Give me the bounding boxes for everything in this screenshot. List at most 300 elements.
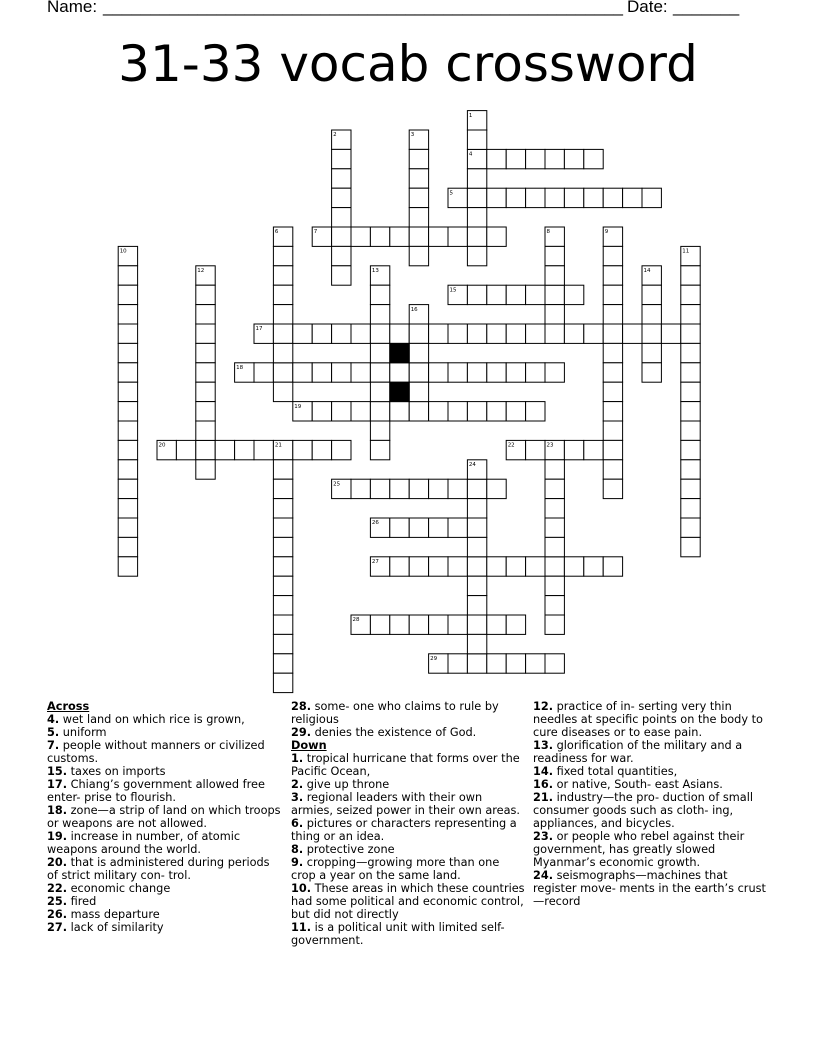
grid-cell[interactable]: [448, 654, 467, 673]
grid-cell[interactable]: [293, 363, 312, 382]
grid-cell[interactable]: [642, 285, 661, 304]
clue: [291, 778, 525, 791]
grid-cell[interactable]: [603, 402, 622, 421]
grid-cell[interactable]: [467, 169, 486, 188]
grid-cell[interactable]: [332, 188, 351, 207]
grid-cell[interactable]: [603, 440, 622, 459]
grid-cell[interactable]: [526, 402, 545, 421]
grid-cell[interactable]: [273, 499, 292, 518]
cell-number: 12: [197, 268, 205, 274]
grid-cell[interactable]: [487, 285, 506, 304]
grid-cell[interactable]: [526, 363, 545, 382]
cell-number: 20: [158, 442, 166, 449]
clue-text: uniform: [59, 726, 107, 739]
grid-cell[interactable]: [642, 343, 661, 362]
grid-cell[interactable]: [526, 440, 545, 459]
clue-number: 2.: [291, 778, 304, 791]
grid-cell[interactable]: [332, 324, 351, 343]
grid-cell[interactable]: [273, 518, 292, 537]
grid-cell[interactable]: [370, 479, 389, 498]
grid-cell[interactable]: [273, 596, 292, 615]
clue: [47, 713, 281, 726]
grid-cell[interactable]: [332, 169, 351, 188]
grid-cell[interactable]: [273, 479, 292, 498]
grid-cell[interactable]: [603, 266, 622, 285]
grid-cell[interactable]: [448, 324, 467, 343]
grid-cell[interactable]: [584, 188, 603, 207]
grid-cell[interactable]: [681, 518, 700, 537]
grid-cell[interactable]: [118, 518, 137, 537]
grid-cell[interactable]: [332, 246, 351, 265]
grid-cell[interactable]: [118, 324, 137, 343]
clue-text: seismographs—machines that register move- ments in the earth’s crust—record: [533, 869, 766, 908]
grid-cell[interactable]: [273, 673, 292, 692]
grid-cell[interactable]: [545, 285, 564, 304]
grid-cell[interactable]: [545, 246, 564, 265]
grid-cell[interactable]: [390, 479, 409, 498]
grid-cell[interactable]: [467, 479, 486, 498]
grid-cell[interactable]: [603, 382, 622, 401]
grid-cell[interactable]: [429, 615, 448, 634]
grid-cell[interactable]: [467, 518, 486, 537]
grid-cell[interactable]: [467, 576, 486, 595]
grid-cell[interactable]: [448, 479, 467, 498]
across-heading: Across: [47, 700, 90, 713]
grid-cell[interactable]: [467, 363, 486, 382]
grid-cell[interactable]: [370, 343, 389, 362]
grid-cell[interactable]: [118, 440, 137, 459]
grid-cell[interactable]: [448, 557, 467, 576]
grid-cell[interactable]: [409, 208, 428, 227]
grid-cell[interactable]: [409, 169, 428, 188]
grid-cell[interactable]: [196, 324, 215, 343]
grid-cell[interactable]: [487, 363, 506, 382]
grid-cell[interactable]: [506, 615, 525, 634]
grid-cell[interactable]: [370, 615, 389, 634]
grid-cell[interactable]: [467, 208, 486, 227]
grid-cell[interactable]: [584, 557, 603, 576]
grid-cell[interactable]: [467, 615, 486, 634]
clue: [533, 778, 767, 791]
grid-cell[interactable]: [487, 557, 506, 576]
grid-cell[interactable]: [545, 654, 564, 673]
grid-cell[interactable]: [118, 266, 137, 285]
grid-cell[interactable]: [429, 557, 448, 576]
grid-cell[interactable]: [118, 382, 137, 401]
grid-cell[interactable]: [564, 557, 583, 576]
grid-cell[interactable]: [545, 479, 564, 498]
grid-cell[interactable]: [526, 654, 545, 673]
grid-cell[interactable]: [429, 227, 448, 246]
clue: [533, 830, 767, 869]
grid-cell[interactable]: [506, 402, 525, 421]
grid-cell[interactable]: [545, 576, 564, 595]
grid-cell[interactable]: [487, 654, 506, 673]
grid-cell[interactable]: [661, 324, 680, 343]
grid-cell[interactable]: [409, 149, 428, 168]
cell-number: 11: [682, 248, 690, 255]
grid-cell[interactable]: [370, 440, 389, 459]
grid-cell[interactable]: [545, 518, 564, 537]
grid-cell[interactable]: [681, 499, 700, 518]
clue-text: lack of similarity: [67, 921, 164, 934]
clue-number: 12.: [533, 700, 554, 713]
grid-cell[interactable]: [681, 421, 700, 440]
grid-cell[interactable]: [681, 285, 700, 304]
grid-cell[interactable]: [196, 382, 215, 401]
grid-cell[interactable]: [564, 285, 583, 304]
grid-cell[interactable]: [351, 363, 370, 382]
grid-cell[interactable]: [506, 324, 525, 343]
grid-cell[interactable]: [681, 363, 700, 382]
clue: [291, 856, 525, 882]
grid-cell[interactable]: [564, 149, 583, 168]
grid-cell[interactable]: [467, 596, 486, 615]
grid-cell[interactable]: [312, 363, 331, 382]
grid-cell[interactable]: [215, 440, 234, 459]
cell-number: 8: [546, 229, 550, 236]
grid-cell[interactable]: [273, 557, 292, 576]
clue: [291, 726, 525, 739]
grid-cell[interactable]: [370, 324, 389, 343]
grid-cell[interactable]: [448, 615, 467, 634]
black-square: [390, 343, 409, 362]
grid-cell[interactable]: [312, 440, 331, 459]
grid-cell[interactable]: [390, 557, 409, 576]
grid-cell[interactable]: [564, 440, 583, 459]
grid-cell[interactable]: [584, 149, 603, 168]
grid-cell[interactable]: [273, 460, 292, 479]
grid-cell[interactable]: [118, 421, 137, 440]
grid-cell[interactable]: [196, 460, 215, 479]
grid-cell[interactable]: [467, 499, 486, 518]
grid-cell[interactable]: [332, 149, 351, 168]
grid-cell[interactable]: [273, 343, 292, 362]
grid-cell[interactable]: [196, 343, 215, 362]
grid-cell[interactable]: [409, 188, 428, 207]
grid-cell[interactable]: [273, 654, 292, 673]
grid-cell[interactable]: [487, 227, 506, 246]
clue: [47, 908, 281, 921]
grid-cell[interactable]: [332, 363, 351, 382]
page-title: 31-33 vocab crossword: [118, 35, 698, 93]
clue: [291, 700, 525, 726]
name-label: Name:: [47, 0, 98, 16]
grid-cell[interactable]: [351, 479, 370, 498]
clue-number: 27.: [47, 921, 68, 934]
grid-cell[interactable]: [351, 324, 370, 343]
grid-cell[interactable]: [448, 402, 467, 421]
grid-cell[interactable]: [506, 557, 525, 576]
grid-cell[interactable]: [467, 285, 486, 304]
grid-cell[interactable]: [196, 305, 215, 324]
grid-cell[interactable]: [448, 518, 467, 537]
clue: [291, 791, 525, 817]
grid-cell[interactable]: [390, 227, 409, 246]
clue-number: 8.: [291, 843, 304, 856]
grid-cell[interactable]: [545, 188, 564, 207]
grid-cell[interactable]: [370, 363, 389, 382]
grid-cell[interactable]: [196, 421, 215, 440]
grid-cell[interactable]: [467, 557, 486, 576]
grid-cell[interactable]: [545, 557, 564, 576]
grid-cell[interactable]: [603, 188, 622, 207]
grid-cell[interactable]: [526, 557, 545, 576]
cell-number: 17: [255, 326, 263, 333]
grid-cell[interactable]: [273, 266, 292, 285]
grid-cell[interactable]: [681, 440, 700, 459]
grid-cell[interactable]: [467, 537, 486, 556]
grid-cell[interactable]: [273, 324, 292, 343]
grid-cell[interactable]: [409, 479, 428, 498]
grid-cell[interactable]: [467, 227, 486, 246]
clue: [47, 882, 281, 895]
grid-cell[interactable]: [487, 479, 506, 498]
grid-cell[interactable]: [623, 324, 642, 343]
grid-cell[interactable]: [273, 285, 292, 304]
grid-cell[interactable]: [603, 324, 622, 343]
grid-cell[interactable]: [409, 343, 428, 362]
clue-text: taxes on imports: [67, 765, 166, 778]
grid-cell[interactable]: [409, 363, 428, 382]
clue-text: glorification of the military and a readiness for war.: [533, 739, 743, 765]
grid-cell[interactable]: [642, 363, 661, 382]
grid-cell[interactable]: [603, 285, 622, 304]
grid-cell[interactable]: [467, 402, 486, 421]
clues-column-1: [47, 700, 281, 934]
grid-cell[interactable]: [370, 305, 389, 324]
grid-cell[interactable]: [118, 479, 137, 498]
grid-cell[interactable]: [467, 324, 486, 343]
grid-cell[interactable]: [429, 324, 448, 343]
name-line[interactable]: _______________________________________________________: [103, 0, 624, 16]
grid-cell[interactable]: [545, 363, 564, 382]
grid-cell[interactable]: [681, 343, 700, 362]
grid-cell[interactable]: [467, 246, 486, 265]
clue: [533, 739, 767, 765]
grid-cell[interactable]: [273, 246, 292, 265]
grid-cell[interactable]: [390, 518, 409, 537]
grid-cell[interactable]: [332, 440, 351, 459]
clue-text: tropical hurricane that forms over the Pacific Ocean,: [291, 752, 520, 778]
grid-cell[interactable]: [545, 266, 564, 285]
clue-number: 9.: [291, 856, 304, 869]
clue-number: 24.: [533, 869, 554, 882]
grid-cell[interactable]: [118, 285, 137, 304]
date-line[interactable]: _______: [673, 0, 740, 16]
grid-cell[interactable]: [254, 363, 273, 382]
grid-cell[interactable]: [642, 188, 661, 207]
grid-cell[interactable]: [370, 382, 389, 401]
grid-cell[interactable]: [370, 285, 389, 304]
clue: [291, 752, 525, 778]
clue-number: 13.: [533, 739, 554, 752]
grid-cell[interactable]: [642, 324, 661, 343]
grid-cell[interactable]: [526, 285, 545, 304]
grid-cell[interactable]: [564, 324, 583, 343]
grid-cell[interactable]: [235, 440, 254, 459]
grid-cell[interactable]: [312, 324, 331, 343]
down-heading: Down: [291, 739, 327, 752]
grid-cell[interactable]: [332, 402, 351, 421]
grid-cell[interactable]: [681, 479, 700, 498]
grid-cell[interactable]: [506, 188, 525, 207]
grid-cell[interactable]: [545, 615, 564, 634]
grid-cell[interactable]: [429, 363, 448, 382]
cell-number: 18: [236, 365, 244, 371]
grid-cell[interactable]: [429, 479, 448, 498]
grid-cell[interactable]: [273, 634, 292, 653]
grid-cell[interactable]: [390, 615, 409, 634]
grid-cell[interactable]: [176, 440, 195, 459]
grid-cell[interactable]: [448, 227, 467, 246]
grid-cell[interactable]: [681, 382, 700, 401]
grid-cell[interactable]: [409, 518, 428, 537]
grid-cell[interactable]: [273, 537, 292, 556]
grid-cell[interactable]: [545, 499, 564, 518]
grid-cell[interactable]: [584, 440, 603, 459]
grid-cell[interactable]: [409, 382, 428, 401]
grid-cell[interactable]: [545, 460, 564, 479]
grid-cell[interactable]: [273, 305, 292, 324]
grid-cell[interactable]: [196, 440, 215, 459]
grid-cell[interactable]: [603, 343, 622, 362]
grid-cell[interactable]: [118, 499, 137, 518]
grid-cell[interactable]: [603, 460, 622, 479]
grid-cell[interactable]: [506, 285, 525, 304]
grid-cell[interactable]: [467, 634, 486, 653]
grid-cell[interactable]: [332, 227, 351, 246]
grid-cell[interactable]: [351, 227, 370, 246]
grid-cell[interactable]: [506, 654, 525, 673]
grid-cell[interactable]: [564, 188, 583, 207]
cell-number: 15: [449, 287, 457, 294]
grid-cell[interactable]: [545, 596, 564, 615]
grid-cell[interactable]: [293, 324, 312, 343]
clue-number: 15.: [47, 765, 68, 778]
grid-cell[interactable]: [526, 188, 545, 207]
grid-cell[interactable]: [487, 324, 506, 343]
grid-cell[interactable]: [118, 537, 137, 556]
grid-cell[interactable]: [118, 363, 137, 382]
grid-cell[interactable]: [681, 305, 700, 324]
clue-text: regional leaders with their own armies, seized power in their own areas.: [291, 791, 521, 817]
grid-cell[interactable]: [603, 363, 622, 382]
grid-cell[interactable]: [467, 188, 486, 207]
grid-cell[interactable]: [487, 149, 506, 168]
grid-cell[interactable]: [118, 557, 137, 576]
grid-cell[interactable]: [681, 266, 700, 285]
grid-cell[interactable]: [409, 246, 428, 265]
grid-cell[interactable]: [273, 615, 292, 634]
grid-cell[interactable]: [390, 324, 409, 343]
grid-cell[interactable]: [273, 382, 292, 401]
grid-cell[interactable]: [118, 460, 137, 479]
grid-cell[interactable]: [332, 208, 351, 227]
grid-cell[interactable]: [409, 557, 428, 576]
grid-cell[interactable]: [312, 402, 331, 421]
grid-cell[interactable]: [487, 402, 506, 421]
grid-cell[interactable]: [681, 402, 700, 421]
grid-cell[interactable]: [370, 227, 389, 246]
grid-cell[interactable]: [351, 402, 370, 421]
grid-cell[interactable]: [681, 324, 700, 343]
grid-cell[interactable]: [273, 363, 292, 382]
grid-cell[interactable]: [118, 402, 137, 421]
cell-number: 28: [352, 617, 360, 624]
grid-cell[interactable]: [390, 363, 409, 382]
grid-cell[interactable]: [623, 188, 642, 207]
black-square: [390, 382, 409, 401]
grid-cell[interactable]: [642, 305, 661, 324]
grid-cell[interactable]: [584, 324, 603, 343]
clue: [47, 804, 281, 830]
down-clue-list-continued: [533, 700, 767, 908]
grid-cell[interactable]: [196, 402, 215, 421]
cell-number: 25: [333, 481, 341, 488]
grid-cell[interactable]: [254, 440, 273, 459]
grid-cell[interactable]: [196, 363, 215, 382]
grid-cell[interactable]: [390, 402, 409, 421]
grid-cell[interactable]: [409, 324, 428, 343]
clue-number: 20.: [47, 856, 68, 869]
grid-cell[interactable]: [545, 305, 564, 324]
grid-cell[interactable]: [448, 363, 467, 382]
grid-cell[interactable]: [196, 285, 215, 304]
grid-cell[interactable]: [273, 576, 292, 595]
grid-cell[interactable]: [681, 460, 700, 479]
clue: [291, 817, 525, 843]
clue-number: 17.: [47, 778, 68, 791]
clue-text: cropping—growing more than one crop a year on the same land.: [291, 856, 500, 882]
grid-cell[interactable]: [467, 654, 486, 673]
grid-cell[interactable]: [526, 149, 545, 168]
cell-number: 2: [333, 132, 337, 139]
grid-cell[interactable]: [487, 615, 506, 634]
grid-cell[interactable]: [603, 479, 622, 498]
grid-cell[interactable]: [545, 324, 564, 343]
grid-cell[interactable]: [603, 421, 622, 440]
grid-cell[interactable]: [487, 188, 506, 207]
grid-cell[interactable]: [409, 615, 428, 634]
grid-cell[interactable]: [603, 246, 622, 265]
grid-cell[interactable]: [681, 537, 700, 556]
grid-cell[interactable]: [545, 537, 564, 556]
grid-cell[interactable]: [545, 149, 564, 168]
clue-text: Chiang’s government allowed free enter- prise to flourish.: [47, 778, 265, 804]
grid-cell[interactable]: [409, 402, 428, 421]
cell-number: 22: [507, 442, 515, 449]
grid-cell[interactable]: [293, 440, 312, 459]
grid-cell[interactable]: [429, 402, 448, 421]
grid-cell[interactable]: [370, 421, 389, 440]
cell-number: 6: [274, 229, 279, 236]
grid-cell[interactable]: [409, 227, 428, 246]
grid-cell[interactable]: [118, 343, 137, 362]
grid-cell[interactable]: [118, 305, 137, 324]
clue-number: 25.: [47, 895, 68, 908]
clue-text: fired: [67, 895, 97, 908]
grid-cell[interactable]: [467, 130, 486, 149]
grid-cell[interactable]: [506, 363, 525, 382]
grid-cell[interactable]: [370, 402, 389, 421]
grid-cell[interactable]: [603, 305, 622, 324]
grid-cell[interactable]: [332, 266, 351, 285]
grid-cell[interactable]: [506, 149, 525, 168]
grid-cell[interactable]: [603, 557, 622, 576]
grid-cell[interactable]: [429, 518, 448, 537]
grid-cell[interactable]: [526, 324, 545, 343]
